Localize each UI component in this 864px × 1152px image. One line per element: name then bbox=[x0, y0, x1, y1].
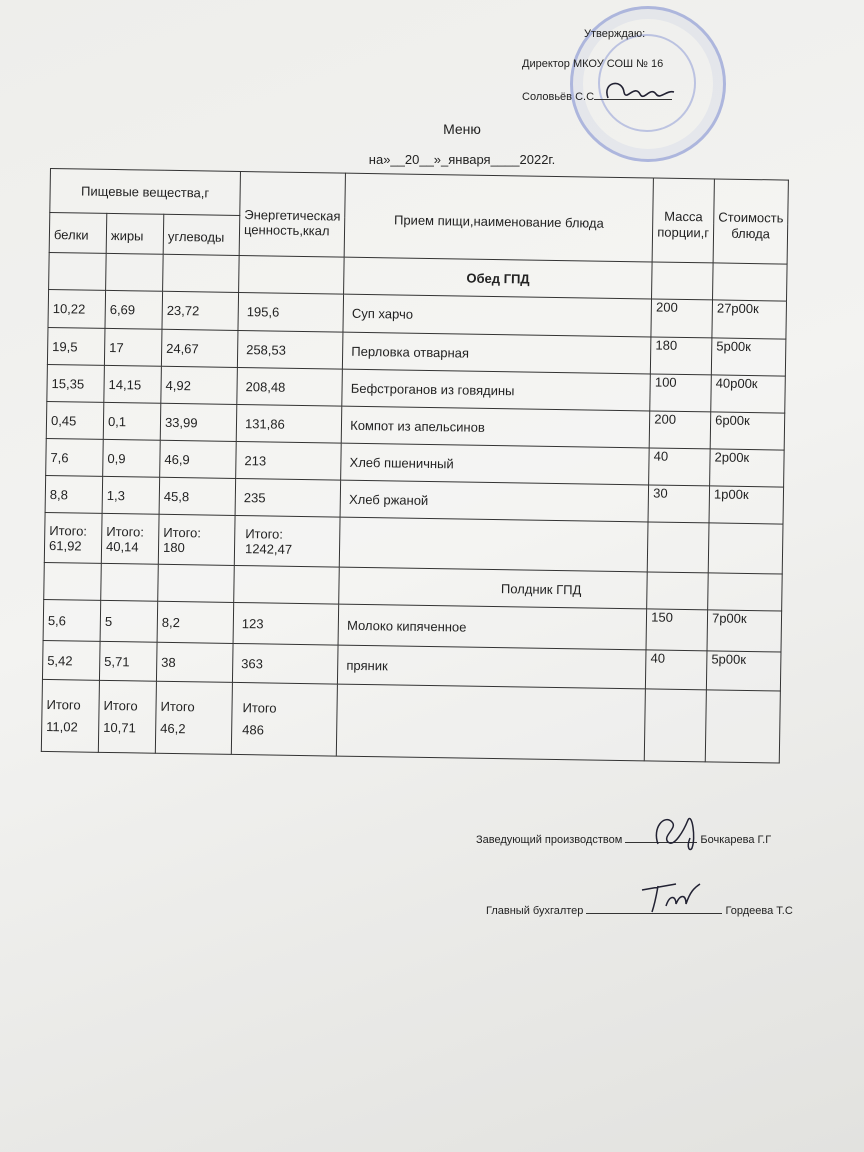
cost-cell: 7р00к bbox=[707, 610, 782, 652]
carbs-cell: 45,8 bbox=[159, 477, 236, 515]
cost-cell: 1р00к bbox=[709, 486, 784, 524]
fat-cell: 14,15 bbox=[104, 365, 162, 403]
mass-cell: 40 bbox=[646, 650, 707, 690]
mass-cell: 40 bbox=[649, 448, 710, 486]
production-manager-signature bbox=[648, 808, 708, 854]
chief-accountant-signature bbox=[636, 876, 716, 916]
protein-cell: 8,8 bbox=[45, 475, 103, 513]
date-line: на»__20__»_января____2022г. bbox=[368, 152, 556, 167]
header-carbs: углеводы bbox=[163, 214, 240, 255]
protein-cell: 10,22 bbox=[48, 289, 106, 328]
protein-cell: 19,5 bbox=[47, 327, 105, 365]
carbs-cell: 23,72 bbox=[162, 291, 239, 330]
approval-name: Соловьёв С.С bbox=[522, 89, 672, 103]
document-title: Меню bbox=[443, 121, 481, 137]
dish-name: Суп харчо bbox=[343, 294, 652, 337]
energy-cell: 123 bbox=[233, 602, 339, 645]
mass-cell: 30 bbox=[648, 485, 709, 523]
header-mass: Масса порции,г bbox=[652, 178, 714, 263]
header-protein: белки bbox=[49, 213, 107, 254]
protein-cell: 0,45 bbox=[46, 401, 104, 439]
header-fat: жиры bbox=[106, 213, 164, 254]
cost-cell: 6р00к bbox=[710, 412, 785, 450]
snack-total-fat: Итого 10,71 bbox=[98, 680, 156, 753]
protein-cell: 15,35 bbox=[47, 364, 105, 402]
carbs-cell: 24,67 bbox=[161, 329, 238, 367]
snack-totals-row bbox=[41, 679, 780, 763]
carbs-cell: 38 bbox=[156, 642, 233, 682]
cost-cell: 27р00к bbox=[712, 300, 787, 339]
cost-cell: 40р00к bbox=[711, 375, 786, 413]
mass-cell: 180 bbox=[651, 337, 712, 375]
fat-cell: 6,69 bbox=[105, 290, 163, 329]
mass-cell: 150 bbox=[646, 609, 707, 651]
mass-cell: 200 bbox=[649, 411, 710, 449]
header-energy: Энергетическая ценность,ккал bbox=[239, 171, 346, 257]
total-energy: Итого: 1242,47 bbox=[234, 515, 340, 567]
protein-cell: 5,6 bbox=[43, 599, 101, 641]
snack-total-protein: Итого 11,02 bbox=[41, 679, 99, 752]
total-carbs: Итого: 180 bbox=[158, 514, 235, 565]
fat-cell: 5 bbox=[100, 600, 158, 642]
carbs-cell: 4,92 bbox=[161, 366, 238, 404]
approval-heading: Утверждаю: bbox=[584, 28, 646, 40]
energy-cell: 208,48 bbox=[237, 367, 343, 406]
approval-position: Директор МКОУ СОШ № 16 bbox=[522, 58, 664, 70]
cost-cell: 5р00к bbox=[711, 338, 786, 376]
cost-cell: 2р00к bbox=[710, 449, 785, 487]
section-title-snack: Полдник ГПД bbox=[339, 567, 648, 609]
menu-table bbox=[41, 168, 789, 764]
protein-cell: 5,42 bbox=[42, 640, 100, 680]
energy-cell: 258,53 bbox=[237, 330, 343, 369]
energy-cell: 363 bbox=[232, 643, 338, 684]
total-protein: Итого: 61,92 bbox=[44, 512, 102, 563]
fat-cell: 17 bbox=[104, 328, 162, 366]
protein-cell: 7,6 bbox=[46, 438, 104, 476]
dish-name: пряник bbox=[338, 645, 647, 689]
carbs-cell: 33,99 bbox=[160, 403, 237, 441]
dish-name: Компот из апельсинов bbox=[341, 406, 650, 448]
dish-name: Хлеб ржаной bbox=[340, 480, 649, 522]
energy-cell: 131,86 bbox=[236, 404, 342, 443]
header-cost: Стоимость блюда bbox=[713, 179, 788, 264]
energy-cell: 213 bbox=[236, 441, 342, 480]
carbs-cell: 46,9 bbox=[160, 440, 237, 478]
director-signature bbox=[600, 72, 680, 112]
mass-cell: 100 bbox=[650, 374, 711, 412]
header-nutrients: Пищевые вещества,г bbox=[50, 169, 241, 216]
snack-total-energy: Итого 486 bbox=[231, 682, 337, 756]
fat-cell: 0,9 bbox=[103, 439, 161, 477]
dish-name: Перловка отварная bbox=[343, 332, 652, 374]
production-manager-line: Заведующий производством Бочкарева Г.Г bbox=[476, 834, 772, 846]
fat-cell: 5,71 bbox=[99, 641, 157, 681]
cost-cell: 5р00к bbox=[706, 651, 781, 691]
dish-name: Молоко кипяченное bbox=[338, 604, 647, 650]
dish-name: Хлеб пшеничный bbox=[341, 443, 650, 485]
section-title-lunch: Обед ГПД bbox=[344, 257, 653, 299]
energy-cell: 195,6 bbox=[238, 292, 344, 332]
carbs-cell: 8,2 bbox=[157, 601, 234, 643]
header-dish: Прием пищи,наименование блюда bbox=[344, 173, 653, 262]
dish-name: Бефстроганов из говядины bbox=[342, 369, 651, 411]
snack-total-carbs: Итого 46,2 bbox=[155, 681, 232, 754]
fat-cell: 1,3 bbox=[102, 476, 160, 514]
energy-cell: 235 bbox=[235, 478, 341, 517]
fat-cell: 0,1 bbox=[103, 402, 161, 440]
chief-accountant-line: Главный бухгалтер Гордеева Т.С bbox=[486, 905, 793, 917]
mass-cell: 200 bbox=[651, 299, 712, 338]
total-fat: Итого: 40,14 bbox=[101, 513, 159, 564]
